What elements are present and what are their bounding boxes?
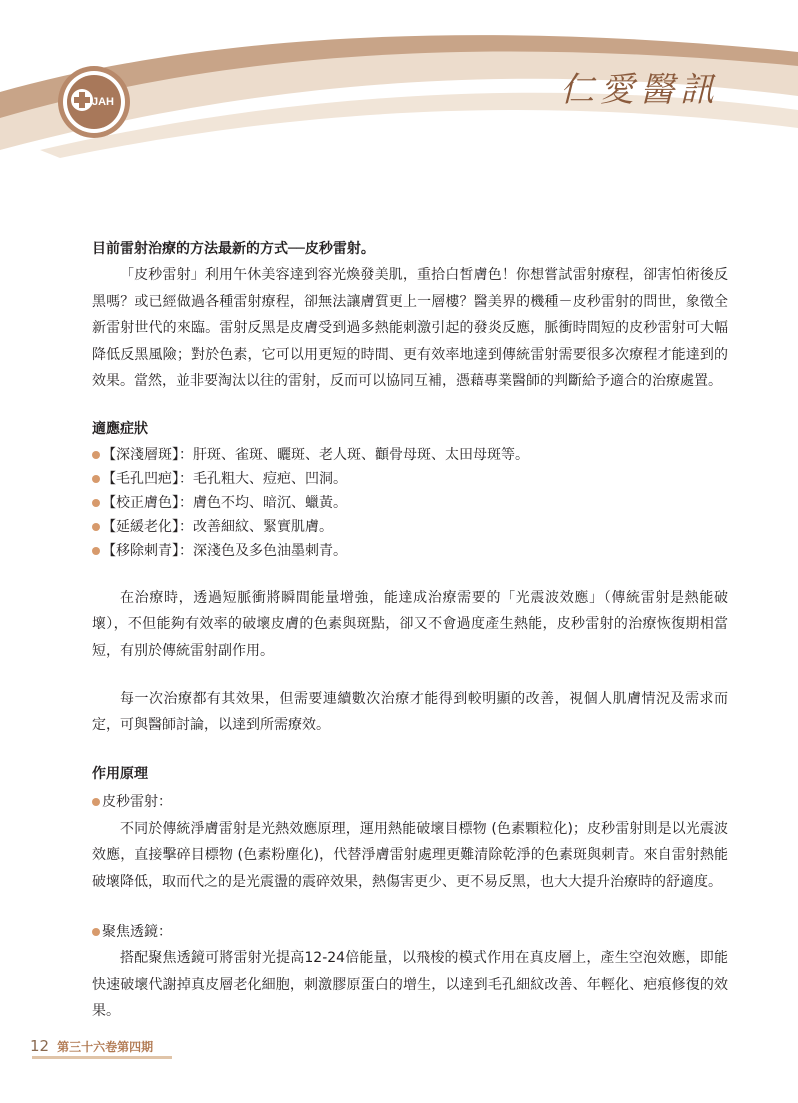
- shockwave-paragraph: 在治療時，透過短脈衝將瞬間能量增強，能達成治療需要的「光震波效應」（傳統雷射是熱能破壞），不但能夠有效率的破壞皮膚的色素與斑點，卻又不會過度產生熱能，皮秒雷射的治療恢復期相當短，有別於傳統雷射副作用。: [92, 589, 728, 659]
- brand-title: 仁愛醫訊: [560, 70, 720, 110]
- intro-heading: 目前雷射治療的方法最新的方式──皮秒雷射。: [92, 241, 375, 257]
- list-item: 【深淺層斑】：肝斑、雀斑、曬斑、老人斑、顴骨母斑、太田母斑等。: [92, 443, 728, 467]
- bullet-dot-icon: [92, 451, 100, 459]
- list-item: 【校正膚色】：膚色不均、暗沉、蠟黃。: [92, 491, 728, 515]
- list-item: 【移除刺青】：深淺色及多色油墨刺青。: [92, 539, 728, 563]
- bullet-dot-icon: [92, 499, 100, 507]
- picosecond-subheading: 皮秒雷射：: [92, 789, 728, 815]
- intro-paragraph: 「皮秒雷射」利用午休美容達到容光煥發美肌，重拾白皙膚色！你想嘗試雷射療程，卻害怕術後反黑嗎？或已經做過各種雷射療程，卻無法讓膚質更上一層樓？醫美界的機種－皮秒雷射的問世，象徵全新雷射世代的來臨。雷射反黑是皮膚受到過多熱能刺激引起的發炎反應，脈衝時間短的皮秒雷射可大幅降低反黑風險；對於色素，它可以用更短的時間、更有效率地達到傳統雷射需要很多次療程才能達到的效果。當然，並非要淘汰以往的雷射，反而可以協同互補，憑藉專業醫師的判斷給予適合的治療處置。: [92, 267, 728, 390]
- indications-list: [92, 443, 728, 563]
- list-item: 【延緩老化】：改善細紋、緊實肌膚。: [92, 515, 728, 539]
- page-footer: [30, 1037, 153, 1055]
- bullet-dot-icon: [92, 798, 100, 806]
- issue-label: 第三十六卷第四期: [57, 1040, 154, 1054]
- principle-heading: 作用原理: [92, 765, 148, 782]
- bullet-dot-icon: [92, 928, 100, 936]
- list-item: 【毛孔凹疤】：毛孔粗大、痘疤、凹洞。: [92, 467, 728, 491]
- treatment-paragraph: 每一次治療都有其效果，但需要連續數次治療才能得到較明顯的改善，視個人肌膚情況及需求而定，可與醫師討論，以達到所需療效。: [92, 691, 728, 734]
- focus-lens-subheading: 聚焦透鏡：: [92, 919, 728, 945]
- svg-text:JAH: JAH: [92, 96, 115, 108]
- bullet-dot-icon: [92, 547, 100, 555]
- page-number: 12: [30, 1037, 50, 1055]
- jah-logo: [56, 64, 132, 140]
- bullet-dot-icon: [92, 475, 100, 483]
- picosecond-paragraph: 不同於傳統淨膚雷射是光熱效應原理，運用熱能破壞目標物 (色素顆粒化)；皮秒雷射則是以光震波效應，直接擊碎目標物 (色素粉塵化)，代替淨膚雷射處理更難清除乾淨的色素斑與刺青。來自雷射熱能破壞降低，取而代之的是光震盪的震碎效果，熱傷害更少、更不易反黑，也大大提升治療時的舒適度。: [92, 820, 728, 890]
- article-body: [92, 236, 728, 1025]
- indications-heading: 適應症狀: [92, 421, 148, 438]
- footer-rule: [32, 1056, 172, 1059]
- bullet-dot-icon: [92, 523, 100, 531]
- page-header: [0, 0, 798, 190]
- focus-lens-paragraph: 搭配聚焦透鏡可將雷射光提高12-24倍能量，以飛梭的模式作用在真皮層上，產生空泡效應，即能快速破壞代謝掉真皮層老化細胞，刺激膠原蛋白的增生，以達到毛孔細紋改善、年輕化、疤痕修復的效果。: [92, 950, 728, 1020]
